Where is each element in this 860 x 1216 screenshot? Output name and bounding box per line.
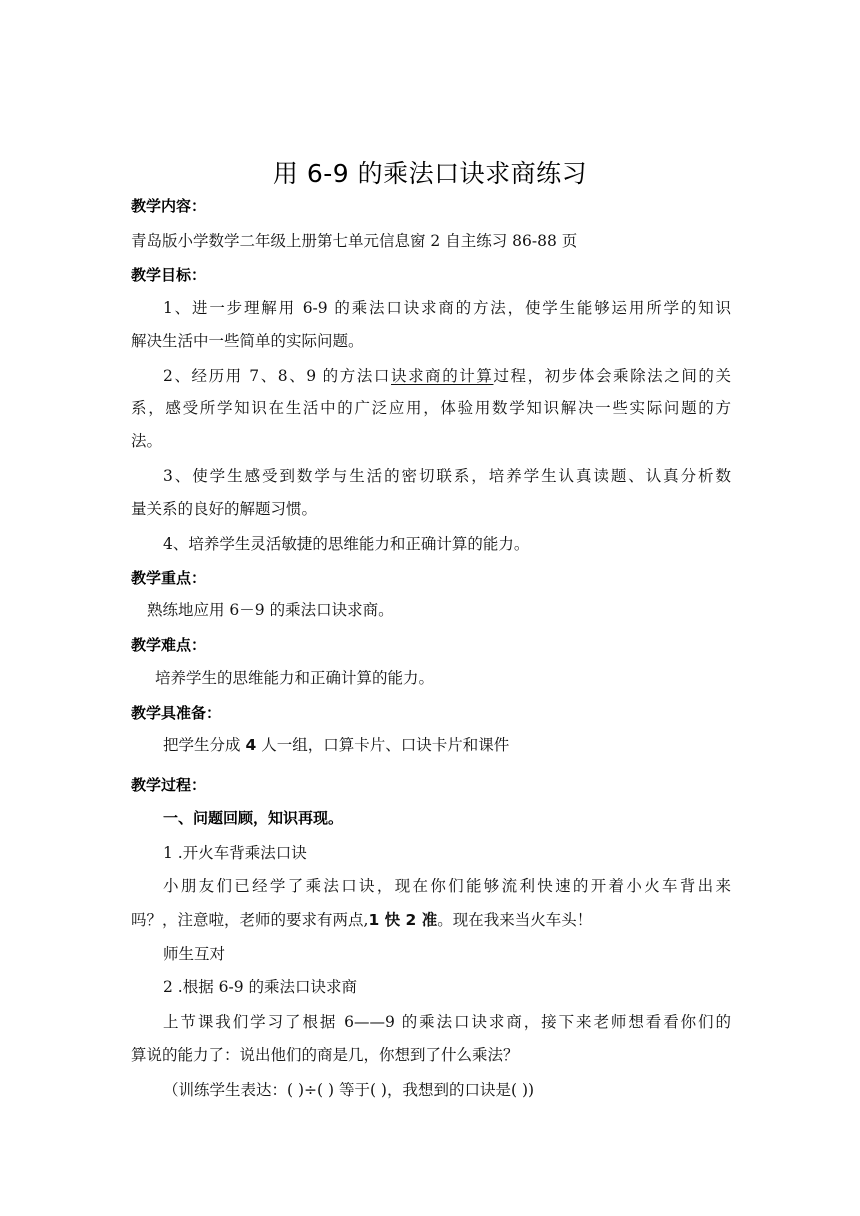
item-1-note: 师生互对 — [163, 945, 226, 963]
goals-heading: 教学目标： — [131, 266, 207, 284]
goal-2-line-3: 法。 — [131, 432, 163, 450]
goal-1-line-2: 解决生活中一些简单的实际问题。 — [131, 332, 364, 350]
item-1-para-a: 吗？，注意啦，老师的要求有两点, — [131, 911, 369, 929]
item-2-para-line-3: （训练学生表达：( )÷( ) 等于( )，我想到的口诀是( )) — [163, 1081, 535, 1099]
item-1-para-b: 。现在我来当火车头！ — [437, 911, 593, 929]
goal-2-line-2: 系，感受所学知识在生活中的广泛应用，体验用数学知识解决一些实际问题的方 — [131, 399, 731, 417]
prep-text-b: 人一组，口算卡片、口诀卡片和课件 — [261, 736, 510, 754]
goal-2-suffix: 过程，初步体会乘除法之间的关 — [493, 367, 731, 385]
goal-2-line-1 — [163, 365, 731, 387]
goal-3-line-2: 量关系的良好的解题习惯。 — [131, 500, 318, 518]
item-2-para-line-2: 算说的能力了：说出他们的商是几，你想到了什么乘法？ — [131, 1046, 519, 1064]
goal-2-underlined: 诀求商的计算 — [390, 367, 494, 385]
goal-2-prefix: 2、经历用 7、8、9 的方法口 — [163, 367, 391, 385]
goal-4: 4、培养学生灵活敏捷的思维能力和正确计算的能力。 — [163, 535, 530, 553]
content-text: 青岛版小学数学二年级上册第七单元信息窗 2 自主练习 86-88 页 — [131, 232, 578, 250]
prep-heading: 教学具准备： — [131, 704, 222, 722]
document-title: 用 6-9 的乘法口诀求商练习 — [272, 159, 588, 188]
content-heading: 教学内容： — [131, 197, 207, 215]
focus-text: 熟练地应用 6－9 的乘法口诀求商。 — [147, 601, 394, 619]
focus-heading: 教学重点： — [131, 569, 207, 587]
item-1-para-bold: 1 快 2 准 — [368, 911, 438, 929]
prep-text — [163, 734, 763, 756]
item-1-para-line-2 — [131, 909, 731, 931]
item-1-heading: 1 .开火车背乘法口诀 — [163, 844, 307, 862]
goal-3-line-1: 3、使学生感受到数学与生活的密切联系，培养学生认真读题、认真分析数 — [163, 467, 731, 485]
goal-1-line-1: 1、进一步理解用 6-9 的乘法口诀求商的方法，使学生能够运用所学的知识 — [163, 299, 731, 317]
prep-text-number: 4 — [245, 736, 257, 754]
difficulty-heading: 教学难点： — [131, 636, 207, 654]
section-1-heading: 一、问题回顾，知识再现。 — [163, 809, 344, 827]
item-2-para-line-1: 上节课我们学习了根据 6——9 的乘法口诀求商，接下来老师想看看你们的 — [163, 1013, 731, 1031]
prep-text-a: 把学生分成 — [163, 736, 241, 754]
item-2-heading: 2 .根据 6-9 的乘法口诀求商 — [163, 978, 358, 996]
item-1-para-line-1: 小朋友们已经学了乘法口诀，现在你们能够流利快速的开着小火车背出来 — [163, 877, 731, 895]
process-heading: 教学过程： — [131, 776, 207, 794]
difficulty-text: 培养学生的思维能力和正确计算的能力。 — [155, 669, 435, 687]
